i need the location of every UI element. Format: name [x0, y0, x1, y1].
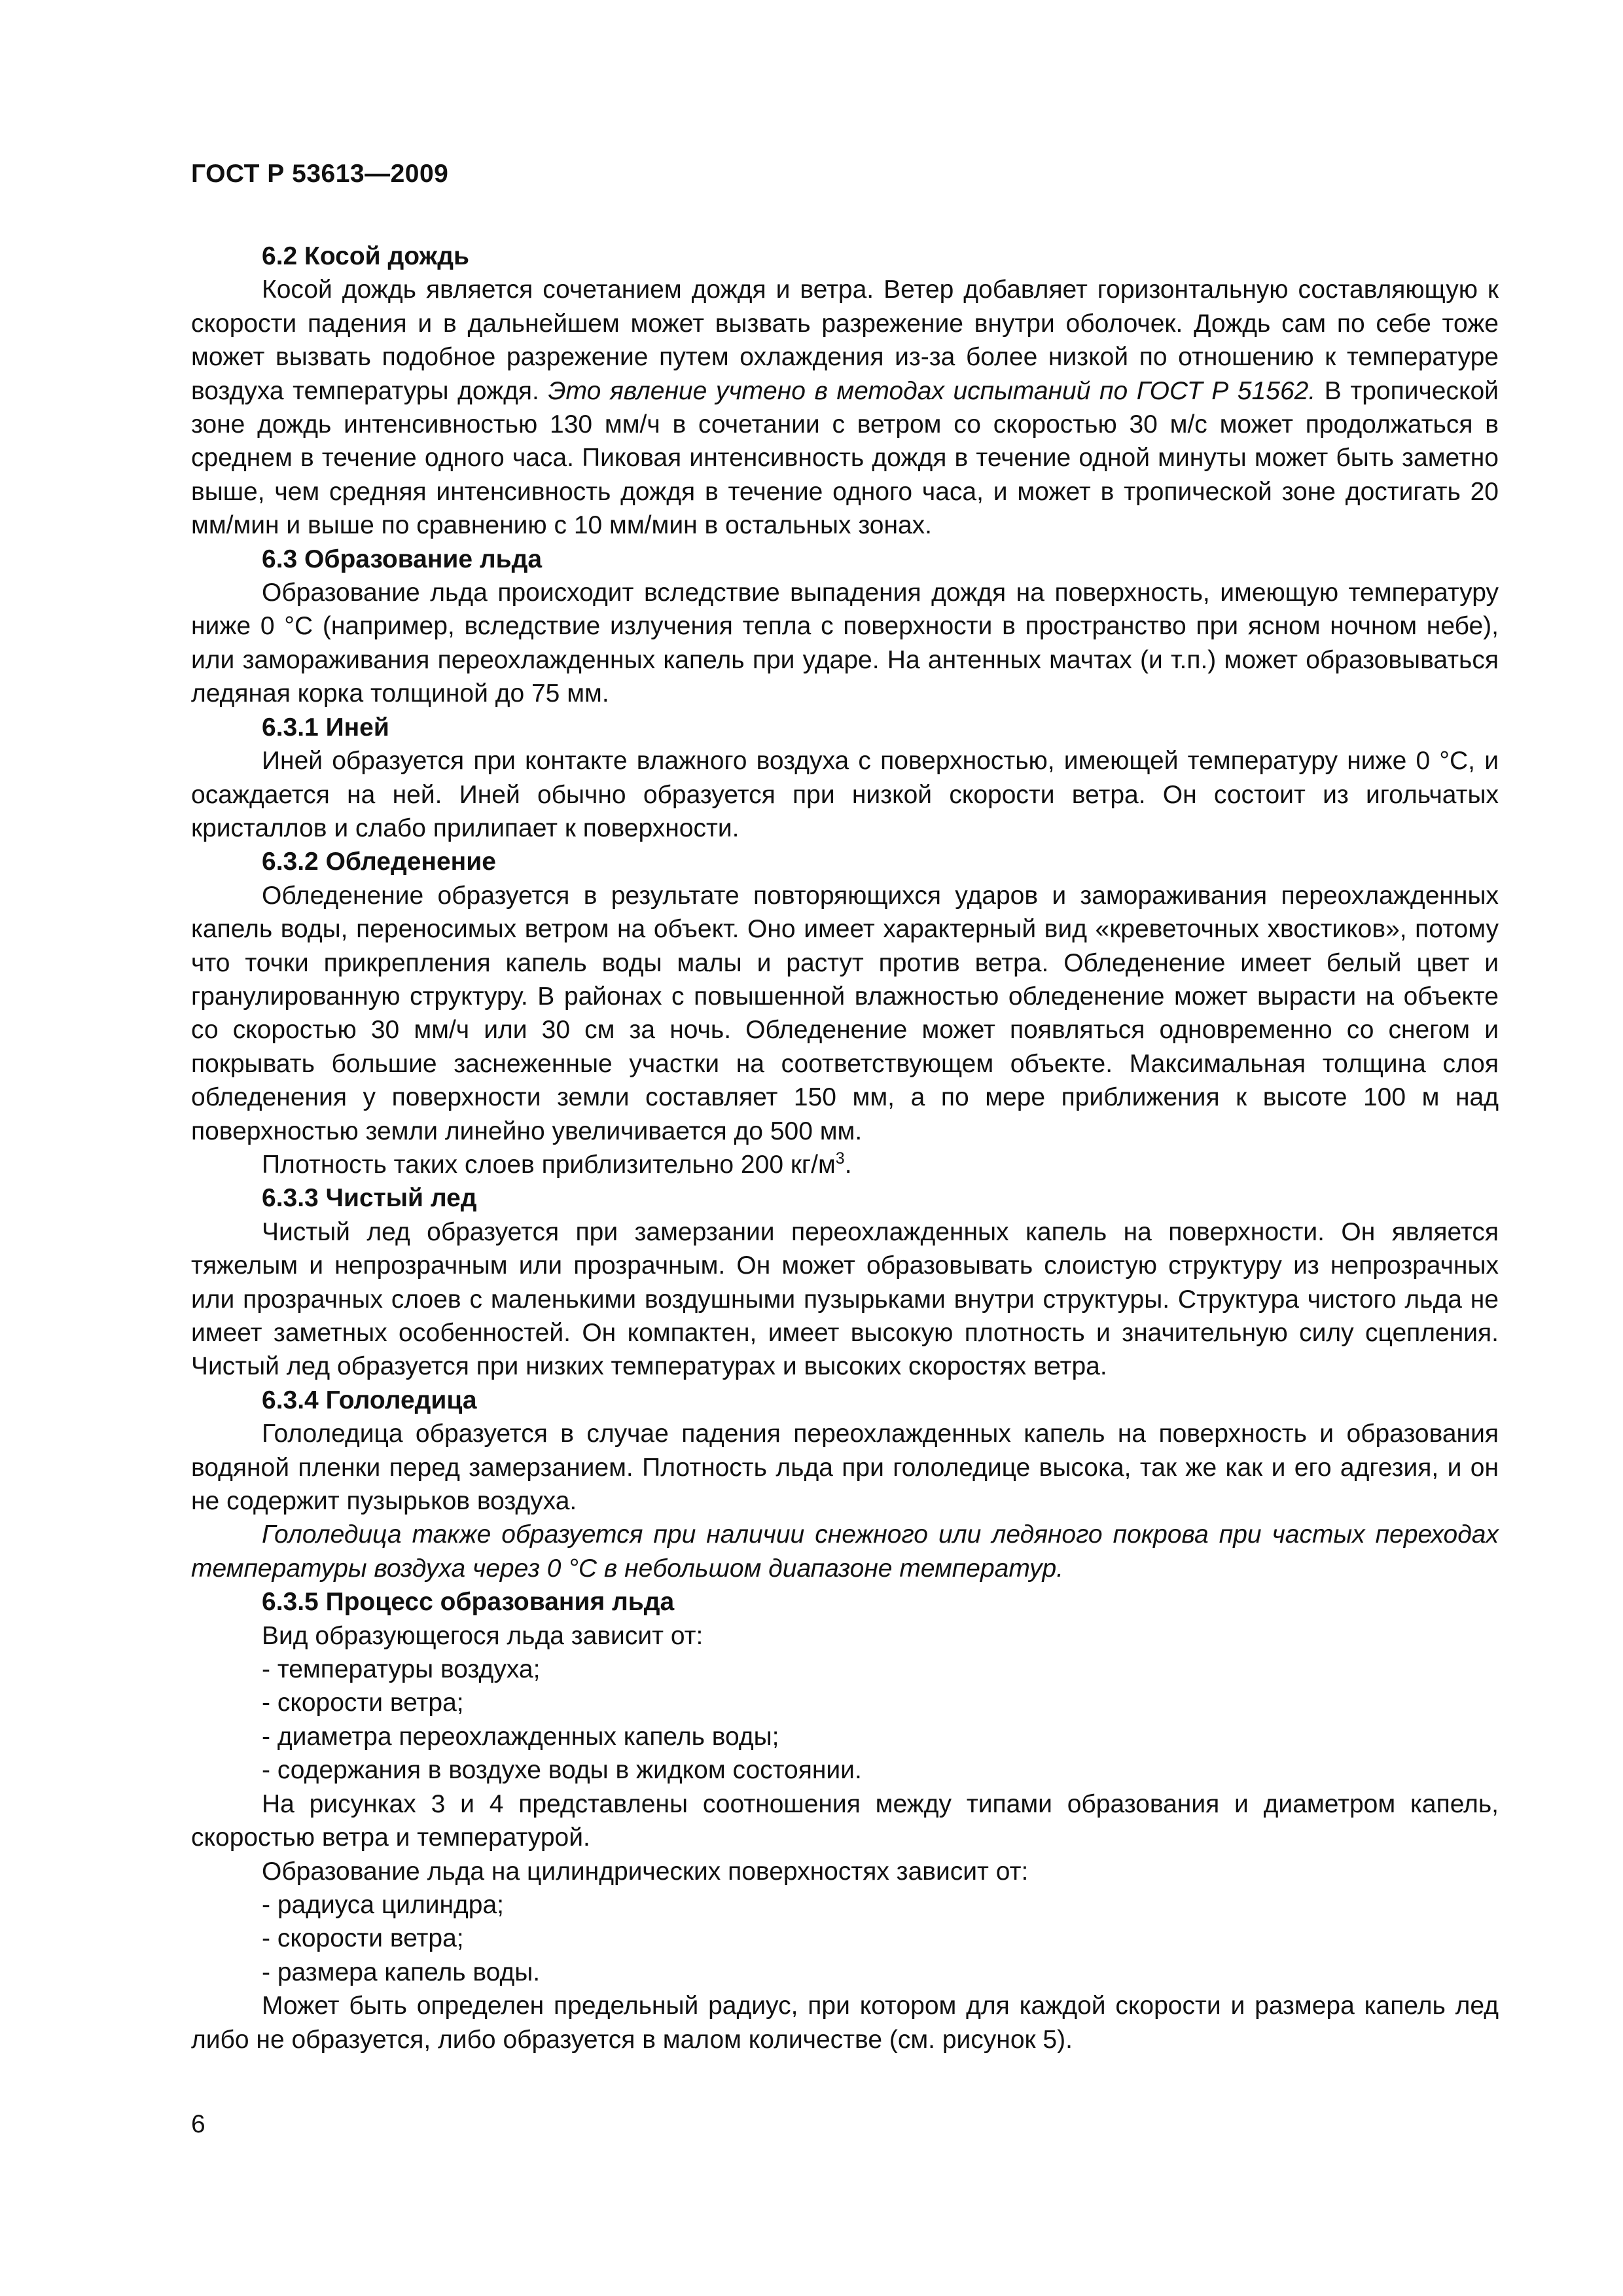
paragraph-figures-reference: На рисунках 3 и 4 представлены соотношения между типами образования и диаметром капель, скоростью ветра и температурой. — [191, 1789, 1499, 1852]
section-heading-6-3-5: 6.3.5 Процесс образования льда — [262, 1588, 675, 1617]
paragraph-rime-density — [191, 1148, 1499, 1181]
paragraph-clear-ice: Чистый лед образуется при замерзании переохлажденных капель на поверхности. Он является тяжелым и непрозрачным или прозрачным. Он может образовывать слоистую структуру из непрозрачных или прозрачных слоев с маленькими воздушными пузырьками внутри структуры. Структура чистого льда не имеет заметных особенностей. Он компактен, имеет высокую плотность и значительную силу сцепления. Чистый лед образуется при низких температурах и высоких скоростях ветра. — [191, 1217, 1499, 1381]
paragraph-rime: Обледенение образуется в результате повторяющихся ударов и замораживания переохлажденных капель воды, переносимых ветром на объект. Оно имеет характерный вид «креветочных хвостиков», потому что точки прикрепления капель воды малы и растут против ветра. Обледенение имеет белый цвет и гранулированную структуру. В районах с повышенной влажностью обледенение может вырасти на объекте со скоростью 30 мм/ч или 30 см за ночь. Обледенение может появляться одновременно со снегом и покрывать большие заснеженные участки на соответствующем объекте. Максимальная толщина слоя обледенения у поверхности земли составляет 150 мм, а по мере приближения к высоте 100 м над поверхностью земли линейно увеличивается до 500 мм. — [191, 881, 1499, 1145]
section-heading-6-3-4: 6.3.4 Гололедица — [262, 1386, 477, 1414]
paragraph-text: Плотность таких слоев приблизительно 200 кг/м — [262, 1150, 836, 1179]
paragraph-oblique-rain — [191, 273, 1499, 542]
document-body — [191, 240, 1499, 2056]
page-number: 6 — [191, 2110, 205, 2138]
paragraph-ice-formation: Образование льда происходит вследствие выпадения дождя на поверхность, имеющую температуру ниже 0 °С (например, вследствие излучения тепла с поверхности в пространство при ясном ночном небе), или замораживания переохлажденных капель при ударе. На антенных мачтах (и т.п.) может образовываться ледяная корка толщиной до 75 мм. — [191, 579, 1499, 708]
paragraph-text: . — [844, 1150, 852, 1179]
list-item: - радиуса цилиндра; — [262, 1890, 505, 1919]
list-item: - температуры воздуха; — [262, 1655, 541, 1684]
list-intro: Образование льда на цилиндрических поверхностях зависит от: — [262, 1857, 1029, 1886]
document-code-header: ГОСТ Р 53613—2009 — [191, 160, 449, 188]
section-heading-6-3-1: 6.3.1 Иней — [262, 713, 389, 742]
list-item: - скорости ветра; — [262, 1924, 464, 1953]
paragraph-text: В тропической зоне дождь интенсивностью 130 мм/ч в сочетании с ветром со скоростью 30 м/с может продолжаться в среднем в течение одного часа. Пиковая интенсивность дождя в течение одной минуты может быть заметно выше, чем средняя интенсивность дождя в течение одного часа, и может в тропической зоне достигать 20 мм/мин и выше по сравнению с 10 мм/мин в остальных зонах. — [191, 376, 1499, 540]
paragraph-glaze: Гололедица образуется в случае падения переохлажденных капель на поверхность и образования водяной пленки перед замерзанием. Плотность льда при гололедице высока, так же как и его адгезия, и он не содержит пузырьков воздуха. — [191, 1420, 1499, 1516]
section-heading-6-2: 6.2 Косой дождь — [262, 242, 469, 270]
section-heading-6-3: 6.3 Образование льда — [262, 545, 543, 573]
list-item: - содержания в воздухе воды в жидком состоянии. — [262, 1756, 862, 1785]
italic-note-glaze: Гололедица также образуется при наличии снежного или ледяного покрова при частых переходах температуры воздуха через 0 °С в небольшом диапазоне температур. — [191, 1520, 1499, 1583]
paragraph-hoarfrost: Иней образуется при контакте влажного воздуха с поверхностью, имеющей температуру ниже 0 °С, и осаждается на ней. Иней обычно образуется при низкой скорости ветра. Он состоит из игольчатых кристаллов и слабо прилипает к поверхности. — [191, 747, 1499, 842]
section-heading-6-3-3: 6.3.3 Чистый лед — [262, 1184, 477, 1213]
list-intro: Вид образующегося льда зависит от: — [262, 1621, 704, 1650]
list-item: - скорости ветра; — [262, 1689, 464, 1717]
superscript: 3 — [835, 1149, 845, 1168]
italic-note-text: Это явление учтено в методах испытаний по ГОСТ Р 51562. — [548, 376, 1316, 405]
list-item: - диаметра переохлажденных капель воды; — [262, 1722, 779, 1751]
paragraph-limit-radius: Может быть определен предельный радиус, при котором для каждой скорости и размера капель лед либо не образуется, либо образуется в малом количестве (см. рисунок 5). — [191, 1992, 1499, 2054]
section-heading-6-3-2: 6.3.2 Обледенение — [262, 848, 496, 876]
list-item: - размера капель воды. — [262, 1958, 541, 1986]
paragraph-text: Косой дождь является сочетанием дождя и ветра. Ветер добавляет горизонтальную составляющую к скорости падения и в дальнейшем может вызвать разрежение внутри оболочек. Дождь сам по себе тоже может вызвать подобное разрежение путем охлаждения из-за более низкой по отношению к температуре воздуха температуры дождя. — [191, 276, 1499, 405]
